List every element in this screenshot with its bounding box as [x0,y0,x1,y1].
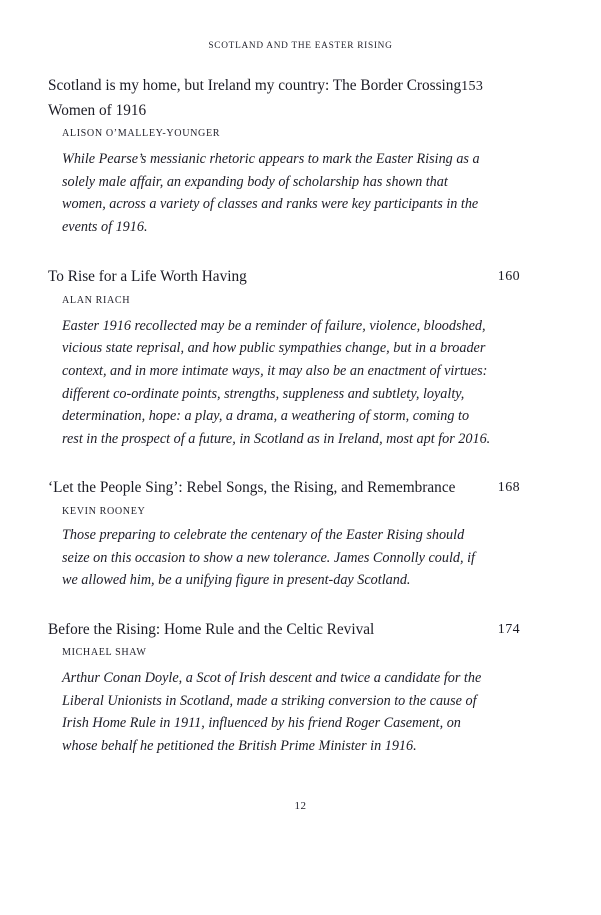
entry-author: ALISON O’MALLEY-YOUNGER [62,128,221,139]
entry-title[interactable] [48,476,520,500]
entry-title[interactable] [48,265,520,289]
entry-page-number: 168 [497,480,520,496]
entry-title-text: Before the Rising: Home Rule and the Celtic Revival [48,620,375,638]
entry-title-text: To Rise for a Life Worth Having [48,268,247,286]
entry-title[interactable] [48,618,520,642]
contents-entry[interactable] [48,74,520,238]
contents-entry[interactable] [48,265,520,450]
entry-title[interactable] [48,74,520,122]
entry-abstract: Those preparing to celebrate the centenary of the Easter Rising should seize on this occasion to show a new tolerance. James Connolly could, if we allowed him, be a unifying figure in present-day Scotland. [62,526,475,589]
running-head: SCOTLAND AND THE EASTER RISING [208,41,393,51]
entry-abstract: Easter 1916 recollected may be a reminder of failure, violence, bloodshed, vicious state reprisal, and how public sympathies change, but in a broader context, and in more intimate ways, it may also be an enactment of virtues: different co-ordinate points, strengths, suppleness and subtlety, loyalty, determination, hope: a play, a drama, a weathering of storm, coming to rest in the prospect of a future, in Scotland as in Ireland, most apt for 2016. [62,317,491,447]
entry-author: KEVIN ROONEY [62,505,146,517]
entry-title-line-2: Women of 1916 [48,101,147,119]
contents-entry[interactable] [48,476,520,591]
entry-author: ALAN RIACH [62,294,131,306]
contents-entry[interactable] [48,618,520,758]
entry-page-number: 174 [497,621,520,637]
contents-list [48,74,520,758]
entry-author: MICHAEL SHAW [62,647,147,659]
page-folio: 12 [294,800,307,812]
entry-title-text: ‘Let the People Sing’: Rebel Songs, the Rising, and Remembrance [48,479,456,497]
entry-abstract: While Pearse’s messianic rhetoric appears to mark the Easter Rising as a solely male affair, an expanding body of scholarship has shown that women, across a variety of classes and ranks were key participants in the events of 1916. [62,151,480,235]
entry-title-line-1: Scotland is my home, but Ireland my country: The Border Crossing [48,77,462,94]
entry-page-number: 160 [497,269,520,285]
entry-abstract: Arthur Conan Doyle, a Scot of Irish descent and twice a candidate for the Liberal Unionists in Scotland, made a striking conversion to the cause of Irish Home Rule in 1911, influenced by his friend Roger Casement, on whose behalf he petitioned the British Prime Minister in 1916. [62,670,482,754]
entry-page-number: 153 [461,79,484,94]
